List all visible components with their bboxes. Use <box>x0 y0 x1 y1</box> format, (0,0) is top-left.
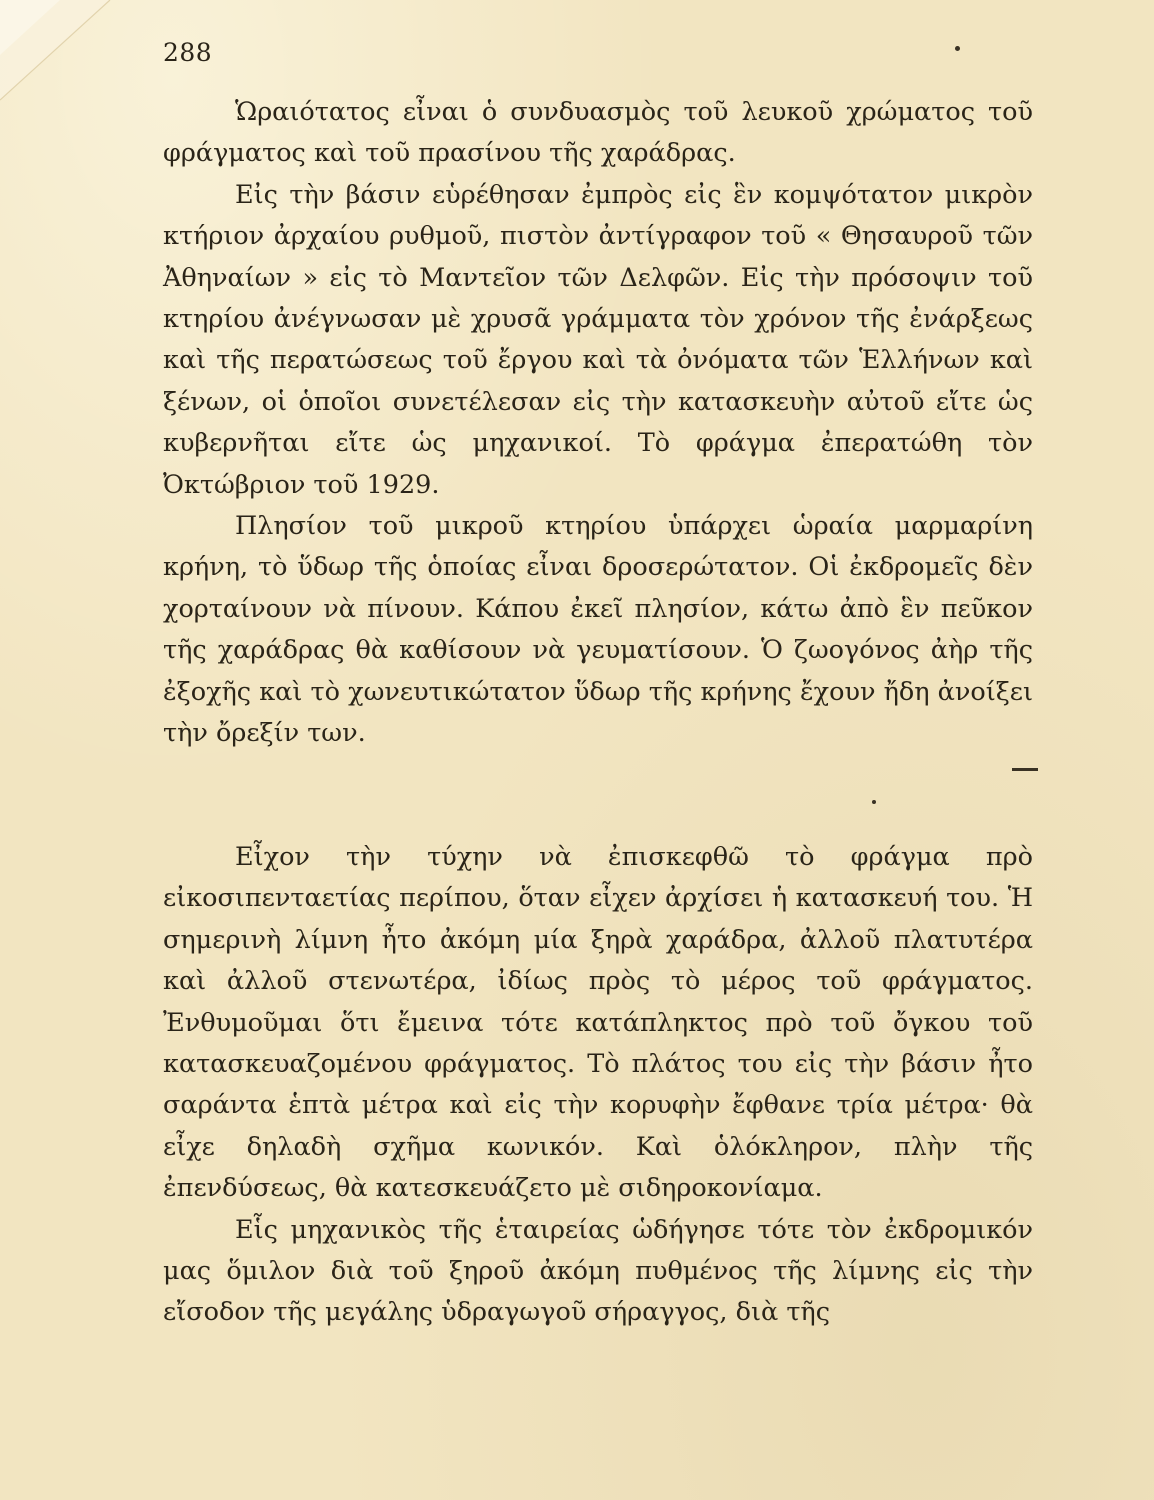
body-text-section-2 <box>163 837 1033 1334</box>
section-dash <box>1012 768 1038 771</box>
page-number: 288 <box>163 38 213 67</box>
page-corner-wear <box>0 0 120 110</box>
paragraph: Εἶχον τὴν τύχην νὰ ἐπισκεφθῶ τὸ φράγμα πρὸ εἰκοσιπενταετίας περίπου, ὅταν εἶχεν ἀρχίσει ἡ κατασκευή του. Ἡ σημερινὴ λίμνη ἦτο ἀκόμη μία ξηρὰ χαράδρα, ἀλλοῦ πλατυτέρα καὶ ἀλλοῦ στενωτέρα, ἰδίως πρὸς τὸ μέρος τοῦ φράγματος. Ἐνθυμοῦμαι ὅτι ἔμεινα τότε κατάπληκτος πρὸ τοῦ ὄγκου τοῦ κατασκευαζομένου φράγματος. Τὸ πλάτος του εἰς τὴν βάσιν ἦτο σαράντα ἑπτὰ μέτρα καὶ εἰς τὴν κορυφὴν ἔφθανε τρία μέτρα· θὰ εἶχε δηλαδὴ σχῆμα κωνικόν. Καὶ ὁλόκληρον, πλὴν τῆς ἐπενδύσεως, θὰ κατεσκευάζετο μὲ σιδηροκονίαμα. <box>163 842 1033 1204</box>
body-text-section-1 <box>163 92 1033 755</box>
ink-speck <box>955 46 960 51</box>
paragraph: Ὡραιότατος εἶναι ὁ συνδυασμὸς τοῦ λευκοῦ χρώματος τοῦ φράγματος καὶ τοῦ πρασίνου τῆς χαράδρας. <box>163 97 1033 169</box>
paragraph: Εἷς μηχανικὸς τῆς ἑταιρείας ὡδήγησε τότε τὸν ἐκδρομικόν μας ὅμιλον διὰ τοῦ ξηροῦ ἀκόμη πυθμένος τῆς λίμνης εἰς τὴν εἴσοδον τῆς μεγάλης ὑδραγωγοῦ σήραγγος, διὰ τῆς <box>163 1214 1033 1328</box>
ink-speck <box>872 800 876 804</box>
paragraph: Εἰς τὴν βάσιν εὑρέθησαν ἐμπρὸς εἰς ἓν κομψότατον μικρὸν κτήριον ἀρχαίου ρυθμοῦ, πιστὸν ἀντίγραφον τοῦ « Θησαυροῦ τῶν Ἀθηναίων » εἰς τὸ Μαντεῖον τῶν Δελφῶν. Εἰς τὴν πρόσοψιν τοῦ κτηρίου ἀνέγνωσαν μὲ χρυσᾶ γράμματα τὸν χρόνον τῆς ἐνάρξεως καὶ τῆς περατώσεως τοῦ ἔργου καὶ τὰ ὀνόματα τῶν Ἑλλήνων καὶ ξένων, οἱ ὁποῖοι συνετέλεσαν εἰς τὴν κατασκευὴν αὐτοῦ εἴτε ὡς κυβερνῆται εἴτε ὡς μηχανικοί. Τὸ φράγμα ἐπερατώθη τὸν Ὀκτώβριον τοῦ 1929. <box>163 179 1033 500</box>
paragraph: Πλησίον τοῦ μικροῦ κτηρίου ὑπάρχει ὡραία μαρμαρίνη κρήνη, τὸ ὕδωρ τῆς ὁποίας εἶναι δροσερώτατον. Οἱ ἐκδρομεῖς δὲν χορταίνουν νὰ πίνουν. Κάπου ἐκεῖ πλησίον, κάτω ἀπὸ ἓν πεῦκον τῆς χαράδρας θὰ καθίσουν νὰ γευματίσουν. Ὁ ζωογόνος ἀὴρ τῆς ἐξοχῆς καὶ τὸ χωνευτικώτατον ὕδωρ τῆς κρήνης ἔχουν ἤδη ἀνοίξει τὴν ὄρεξίν των. <box>163 511 1033 749</box>
